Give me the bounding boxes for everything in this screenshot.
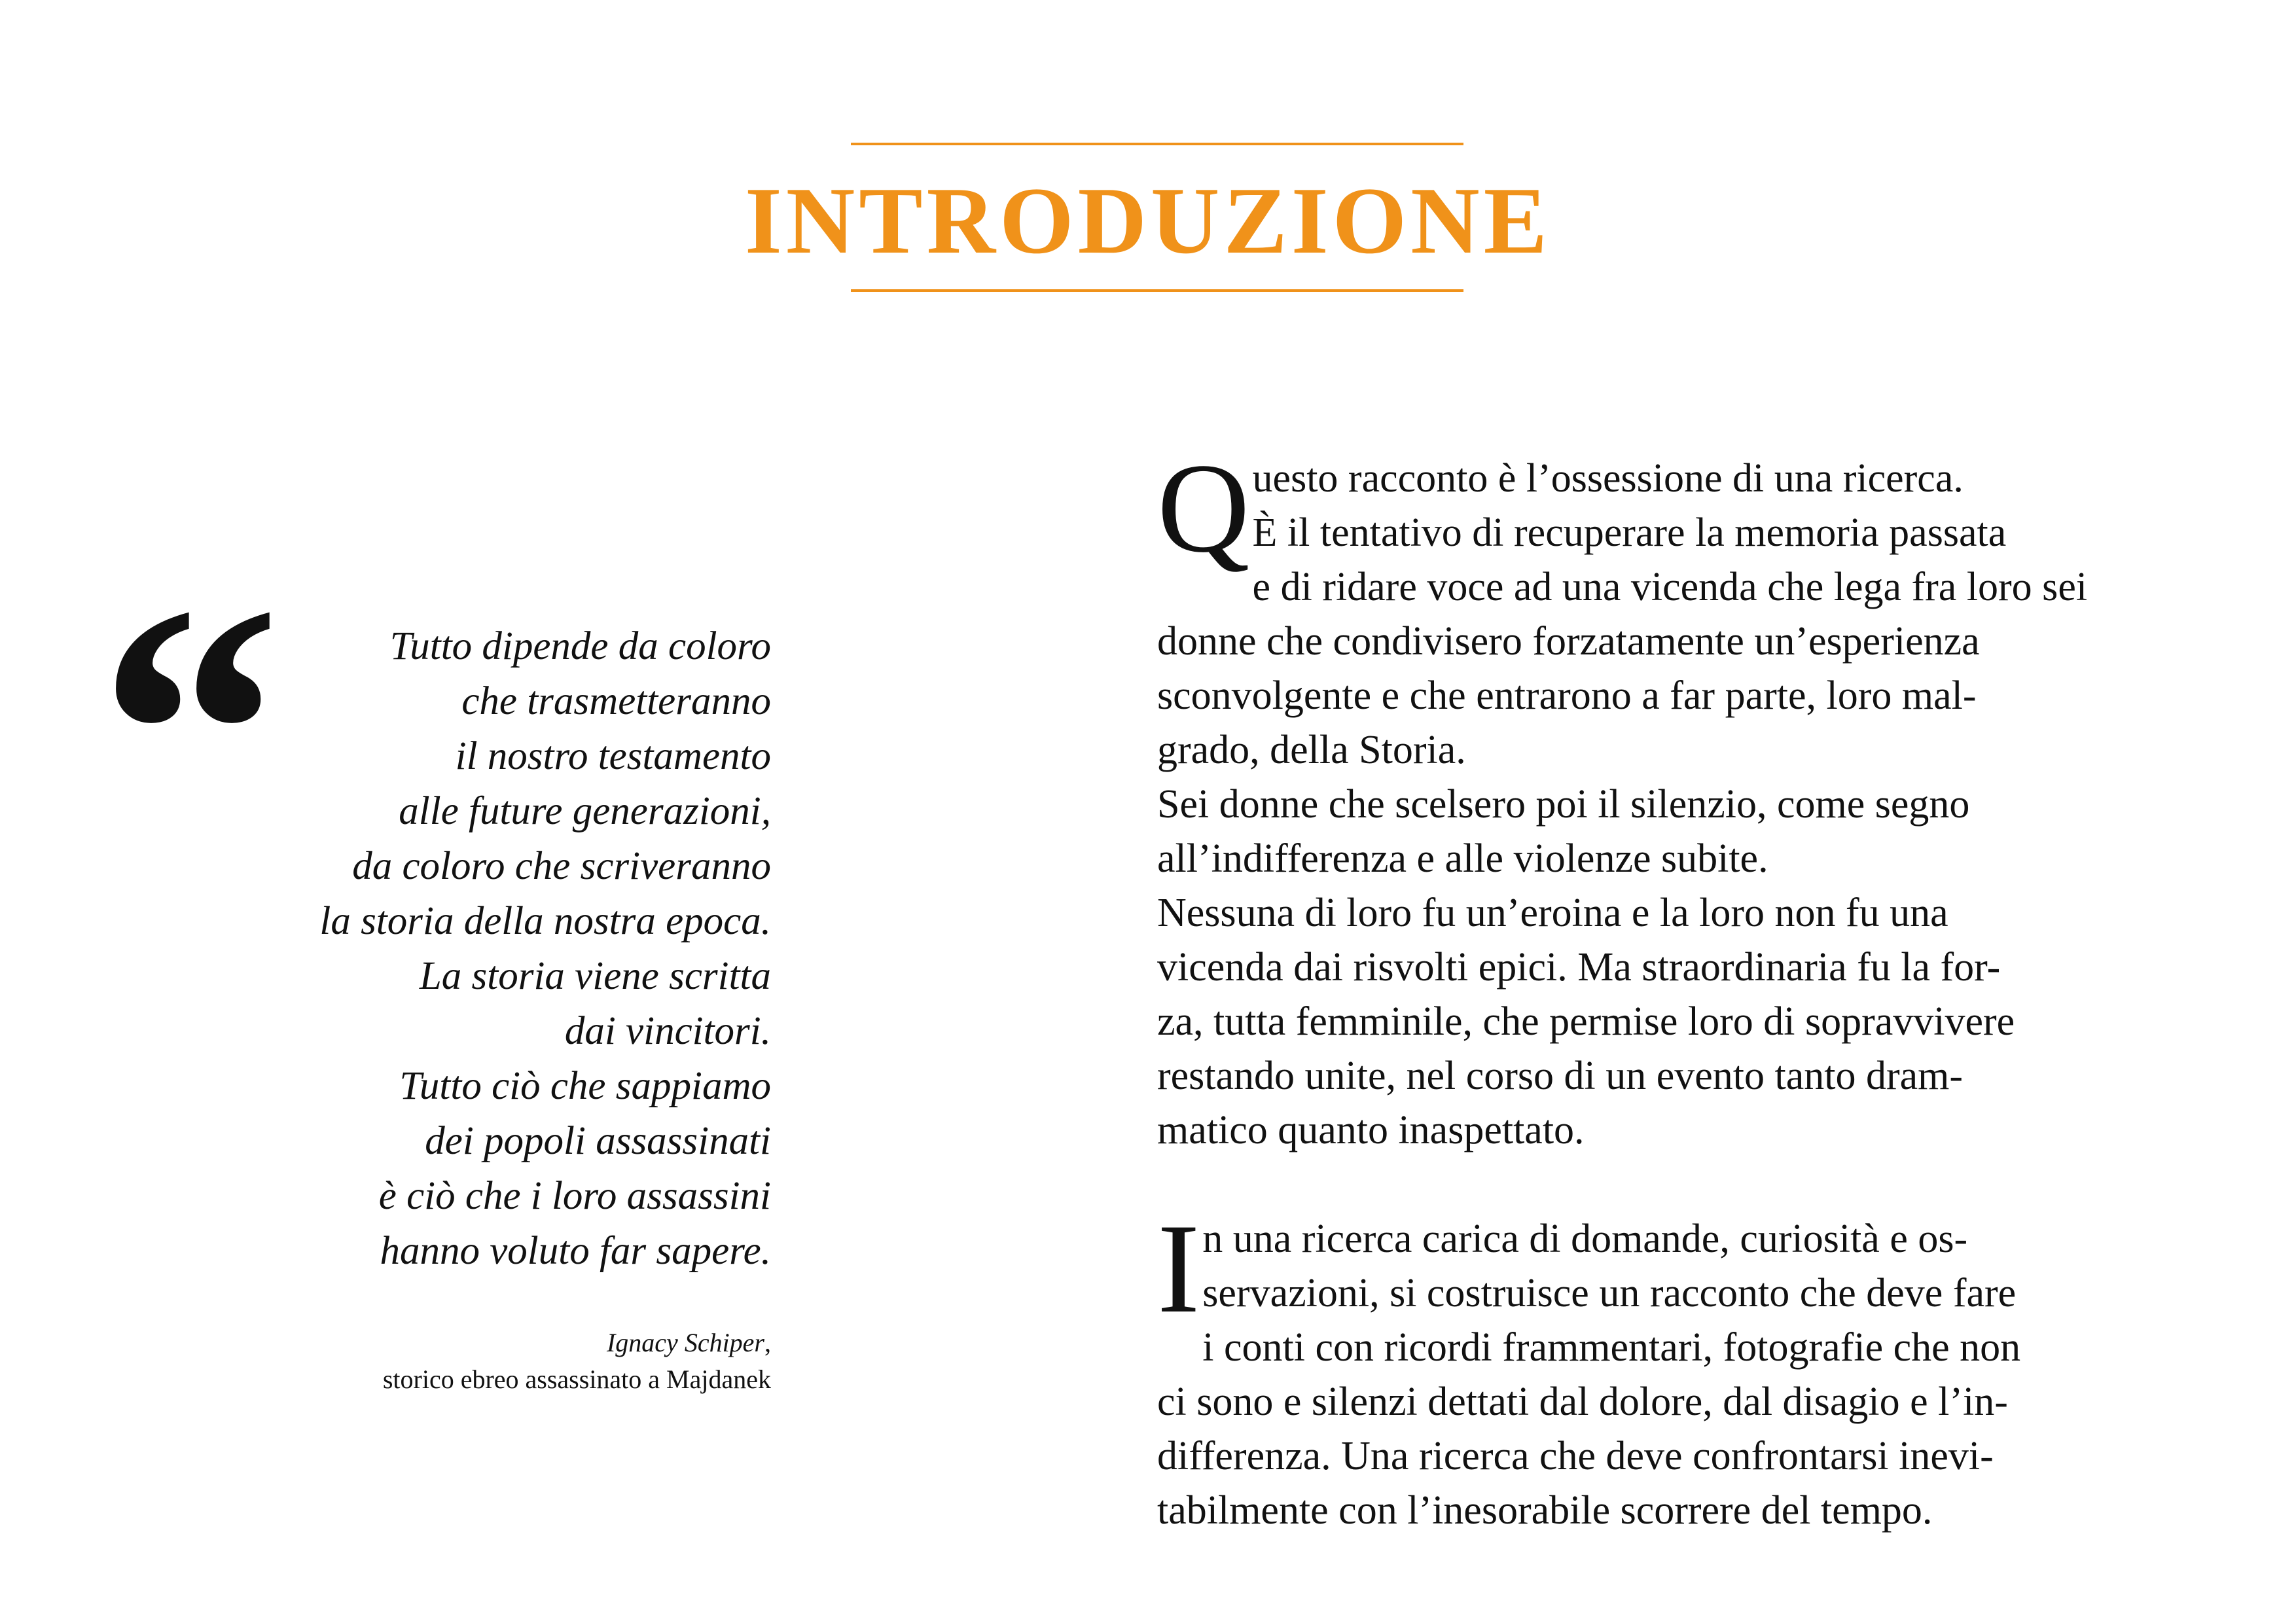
- quote-line: la storia della nostra epoca.: [319, 899, 771, 943]
- body-line: i conti con ricordi frammentari, fotografie che non: [1202, 1325, 2021, 1370]
- quote-line: è ciò che i loro assassini: [378, 1174, 771, 1218]
- attribution-description: storico ebreo assassinato a Majdanek: [382, 1364, 771, 1394]
- body-line: Sei donne che scelsero poi il silenzio, come segno: [1157, 782, 1970, 827]
- body-line: grado, della Storia.: [1157, 728, 1466, 772]
- body-line: sconvolgente e che entrarono a far parte, loro mal-: [1157, 673, 1977, 718]
- quote-line: dei popoli assassinati: [425, 1119, 771, 1163]
- epigraph-quote: [182, 619, 771, 1279]
- quote-line: dai vincitori.: [564, 1009, 771, 1053]
- body-line: tabilmente con l’inesorabile scorrere del tempo.: [1157, 1488, 1933, 1533]
- body-paragraph-2: [1157, 1198, 2217, 1538]
- title-bottom-rule: [851, 289, 1463, 292]
- body-line: matico quanto inaspettato.: [1157, 1108, 1585, 1152]
- attribution-author-line: [182, 1325, 771, 1361]
- quote-line: La storia viene scritta: [419, 954, 771, 998]
- introduction-body: [1157, 437, 2217, 1538]
- drop-cap: Q: [1157, 437, 1250, 579]
- quote-line: che trasmetteranno: [461, 679, 771, 723]
- quote-line: da coloro che scriveranno: [352, 844, 771, 888]
- attribution-author: Ignacy Schiper: [606, 1328, 764, 1357]
- quote-attribution: [182, 1325, 771, 1398]
- body-line: È il tentativo di recuperare la memoria passata: [1252, 510, 2007, 555]
- body-line: n una ricerca carica di domande, curiosità e os-: [1202, 1217, 1968, 1261]
- title-top-rule: [851, 143, 1463, 145]
- body-line: Nessuna di loro fu un’eroina e la loro non fu una: [1157, 891, 1948, 935]
- body-line: restando unite, nel corso di un evento tanto dram-: [1157, 1054, 1964, 1098]
- body-line: all’indifferenza e alle violenze subite.: [1157, 836, 1768, 881]
- body-line: donne che condivisero forzatamente un’esperienza: [1157, 619, 1980, 664]
- quote-line: Tutto ciò che sappiamo: [399, 1064, 771, 1108]
- body-line: uesto racconto è l’ossessione di una ricerca.: [1252, 456, 1964, 501]
- body-line: ci sono e silenzi dettati dal dolore, dal disagio e l’in-: [1157, 1380, 2008, 1424]
- quote-line: alle future generazioni,: [399, 789, 771, 833]
- page-title: INTRODUZIONE: [744, 168, 1552, 274]
- body-line: e di ridare voce ad una vicenda che lega fra loro sei: [1252, 565, 2088, 609]
- quote-line: hanno voluto far sapere.: [380, 1229, 771, 1273]
- quote-line: il nostro testamento: [455, 734, 771, 778]
- drop-cap: I: [1157, 1198, 1200, 1340]
- quotation-mark-icon: “: [98, 569, 281, 785]
- quote-line: Tutto dipende da coloro: [389, 624, 771, 668]
- body-line: vicenda dai risvolti epici. Ma straordinaria fu la for-: [1157, 945, 2001, 990]
- body-line: za, tutta femminile, che permise loro di sopravvivere: [1157, 999, 2015, 1044]
- body-line: servazioni, si costruisce un racconto che deve fare: [1202, 1271, 2017, 1315]
- body-paragraph-1: [1157, 437, 2217, 1158]
- attribution-author-comma: ,: [764, 1328, 771, 1357]
- body-line: differenza. Una ricerca che deve confrontarsi inevi-: [1157, 1434, 1994, 1478]
